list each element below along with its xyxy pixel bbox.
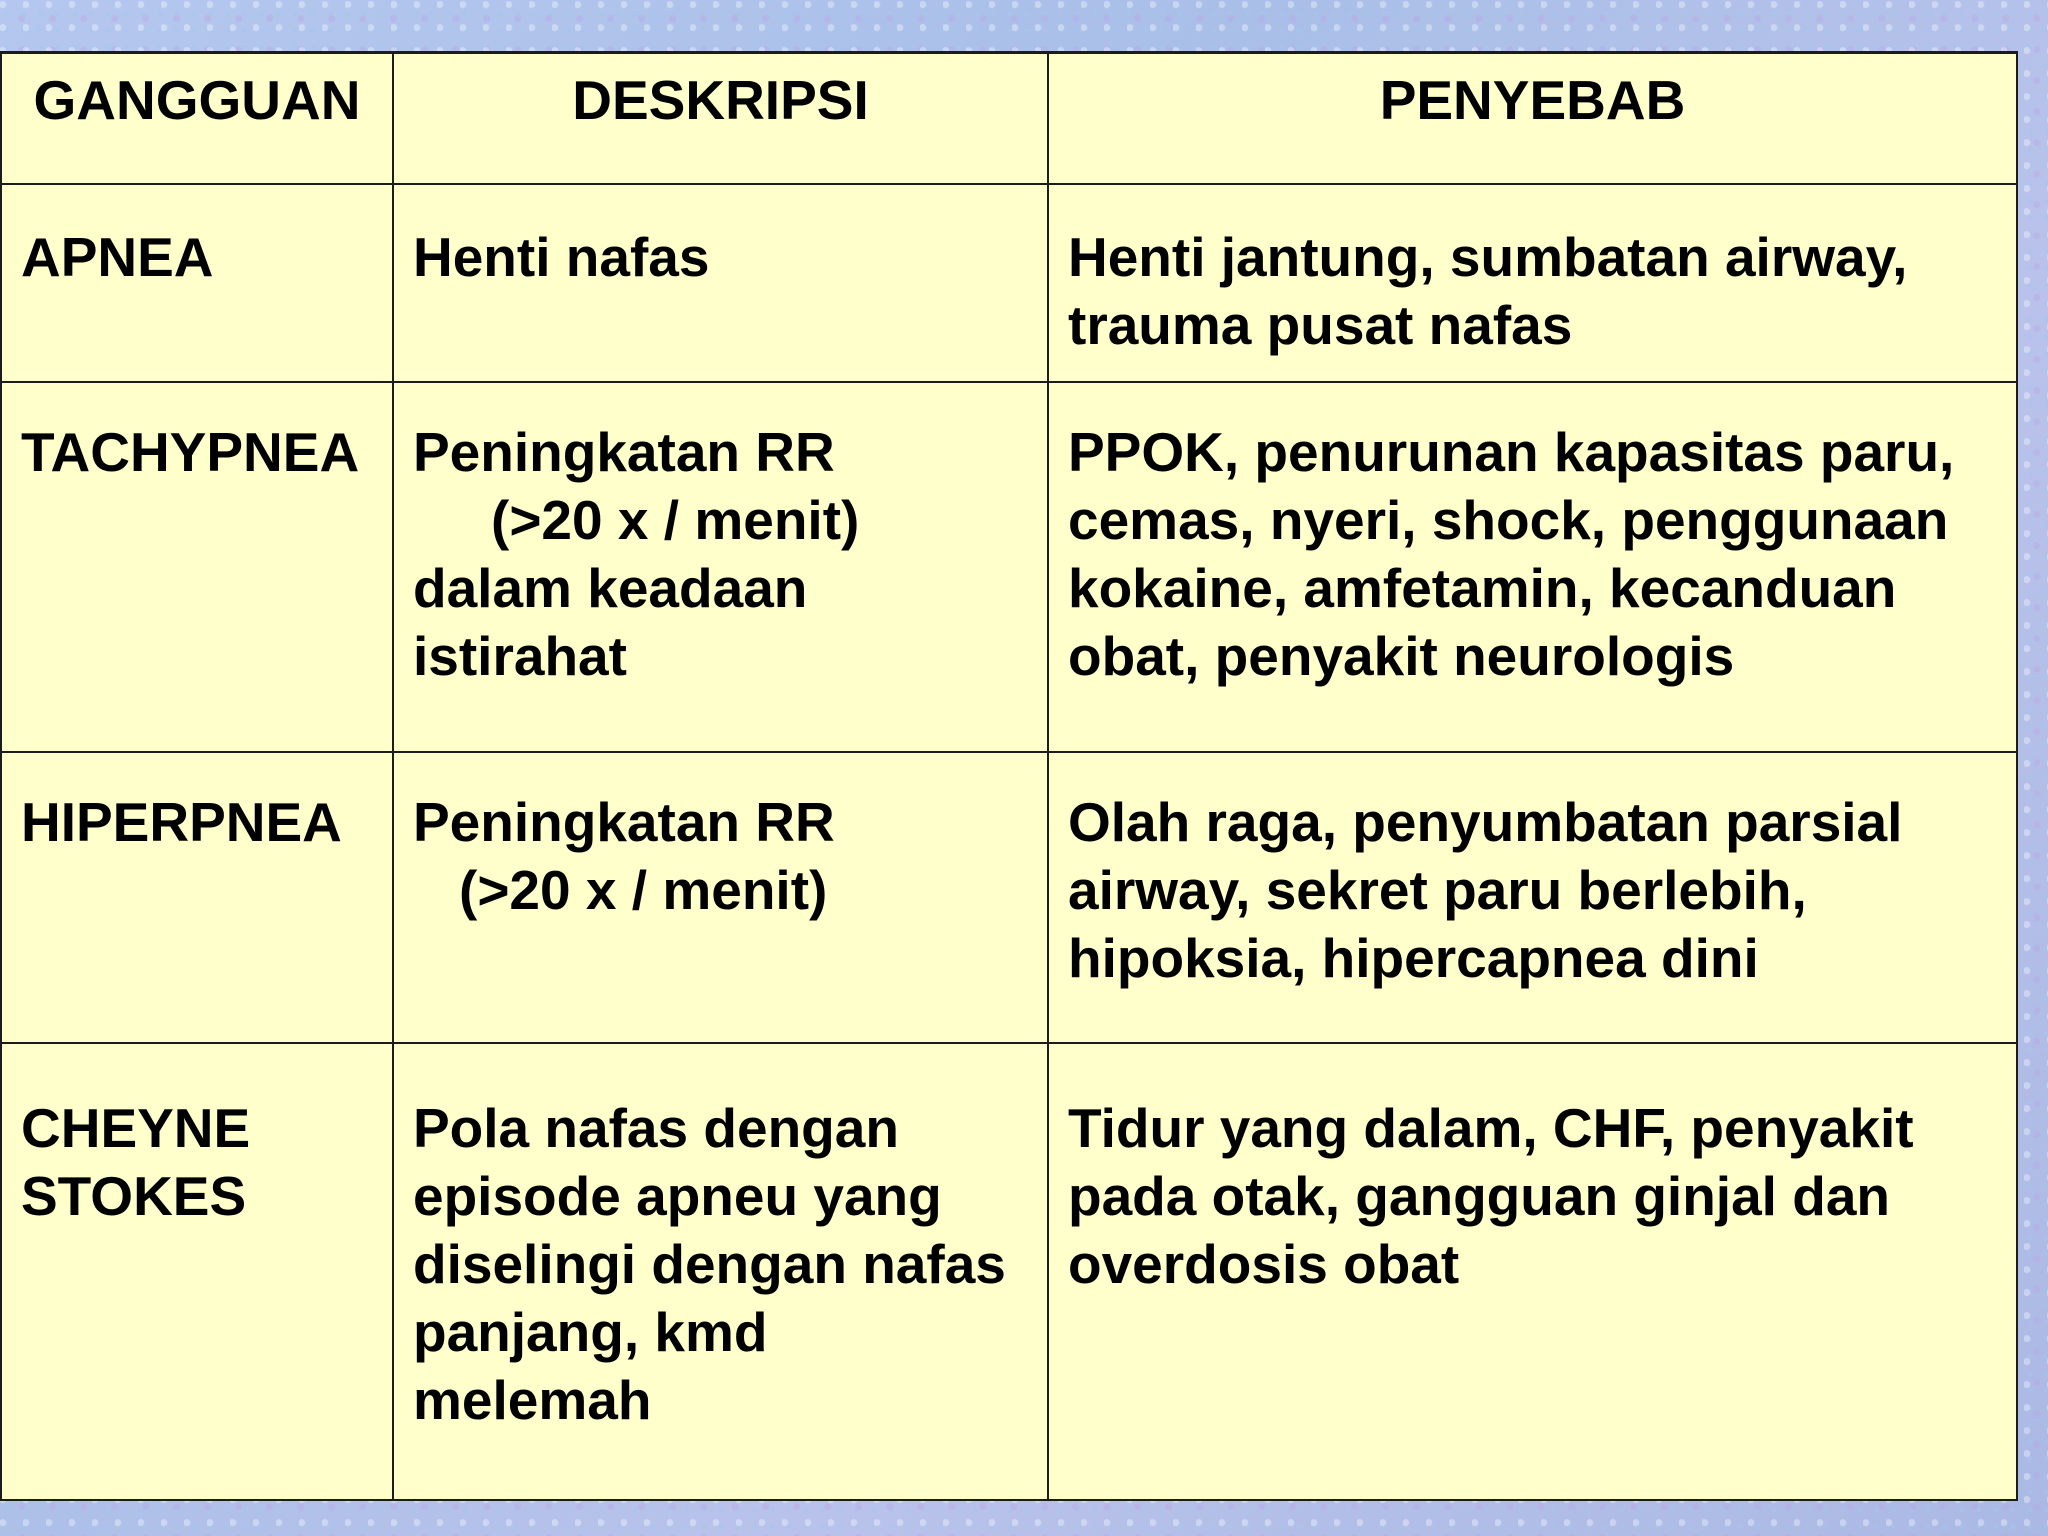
cell-text: APNEA bbox=[21, 225, 214, 288]
cell-gangguan bbox=[1, 752, 393, 1042]
cell-text: airway, sekret paru berlebih, bbox=[1068, 859, 1807, 922]
cell-text: diselingi dengan nafas bbox=[413, 1232, 1006, 1295]
cell-text: Henti nafas bbox=[413, 225, 710, 288]
cell-text: overdosis obat bbox=[1068, 1232, 1460, 1295]
cell-text: Pola nafas dengan bbox=[413, 1096, 899, 1159]
cell-text: trauma pusat nafas bbox=[1068, 293, 1573, 356]
cell-text: hipoksia, hipercapnea dini bbox=[1068, 927, 1759, 990]
header-penyebab: PENYEBAB bbox=[1048, 53, 2017, 184]
table-row bbox=[1, 382, 2017, 752]
cell-text: Olah raga, penyumbatan parsial bbox=[1068, 791, 1903, 854]
cell-text: TACHYPNEA bbox=[21, 420, 360, 483]
header-deskripsi: DESKRIPSI bbox=[393, 53, 1048, 184]
cell-text: HIPERPNEA bbox=[21, 791, 342, 854]
cell-text: melemah bbox=[413, 1368, 652, 1431]
cell-penyebab bbox=[1048, 184, 2017, 382]
cell-text: panjang, kmd bbox=[413, 1300, 768, 1363]
table-header-row bbox=[1, 53, 2017, 184]
cell-penyebab bbox=[1048, 1043, 2017, 1501]
table-row bbox=[1, 1043, 2017, 1501]
cell-text: istirahat bbox=[413, 624, 627, 687]
cell-text: (>20 x / menit) bbox=[491, 488, 860, 551]
cell-text: STOKES bbox=[21, 1164, 247, 1227]
header-gangguan: GANGGUAN bbox=[1, 53, 393, 184]
cell-deskripsi bbox=[393, 752, 1048, 1042]
cell-text: Tidur yang dalam, CHF, penyakit bbox=[1068, 1096, 1914, 1159]
cell-gangguan bbox=[1, 382, 393, 752]
cell-text: kokaine, amfetamin, kecanduan bbox=[1068, 556, 1897, 619]
cell-gangguan bbox=[1, 184, 393, 382]
disorder-table bbox=[0, 51, 2018, 1501]
cell-deskripsi bbox=[393, 184, 1048, 382]
cell-text: Peningkatan RR bbox=[413, 791, 835, 854]
cell-text: cemas, nyeri, shock, penggunaan bbox=[1068, 488, 1949, 551]
cell-text: Henti jantung, sumbatan airway, bbox=[1068, 225, 1908, 288]
cell-penyebab bbox=[1048, 752, 2017, 1042]
cell-text: obat, penyakit neurologis bbox=[1068, 624, 1735, 687]
cell-deskripsi bbox=[393, 1043, 1048, 1501]
table-row bbox=[1, 752, 2017, 1042]
cell-gangguan bbox=[1, 1043, 393, 1501]
cell-text: PPOK, penurunan kapasitas paru, bbox=[1068, 420, 1955, 483]
cell-text: dalam keadaan bbox=[413, 556, 808, 619]
cell-text: Peningkatan RR bbox=[413, 420, 835, 483]
cell-deskripsi bbox=[393, 382, 1048, 752]
cell-text: CHEYNE bbox=[21, 1096, 251, 1159]
table-row bbox=[1, 184, 2017, 382]
cell-text: episode apneu yang bbox=[413, 1164, 942, 1227]
cell-text: pada otak, gangguan ginjal dan bbox=[1068, 1164, 1891, 1227]
cell-penyebab bbox=[1048, 382, 2017, 752]
cell-text: (>20 x / menit) bbox=[459, 859, 828, 922]
